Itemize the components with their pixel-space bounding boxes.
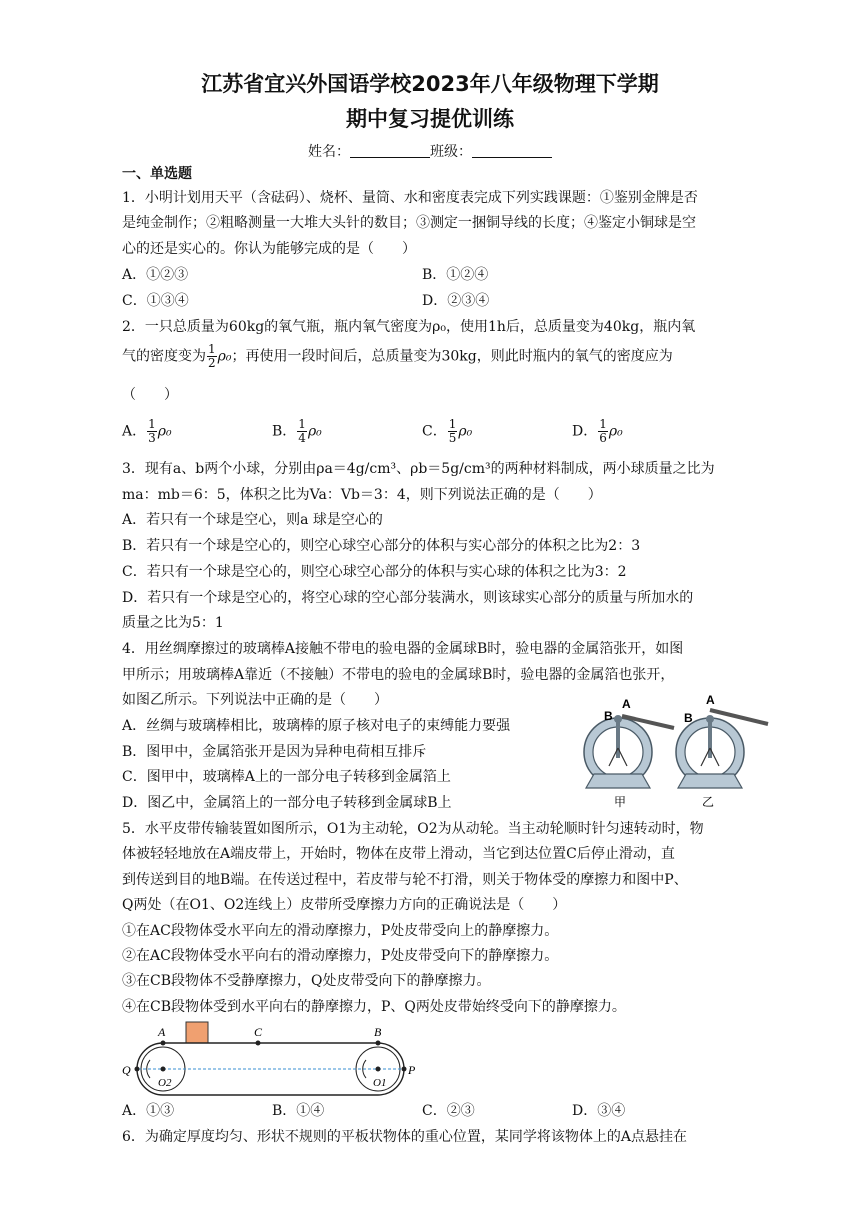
q1-line2: 是纯金制作；②粗略测量一大堆大头针的数目；③测定一捆铜导线的长度；④鉴定小铜球是空 (122, 215, 696, 231)
q1-option-c: C．①③④ (122, 293, 189, 309)
fraction-half: $\frac{1}{2}$ (208, 342, 216, 370)
q2-option-c: C． $\frac{1}{5}$ ρ₀ (422, 417, 473, 445)
q4-line1: 4．用丝绸摩擦过的玻璃棒A接触不带电的验电器的金属球B时，验电器的金属箔张开，如图 (122, 641, 684, 657)
q3-option-d-line2: 质量之比为5：1 (122, 615, 224, 631)
q4-option-a: A．丝绸与玻璃棒相比，玻璃棒的原子核对电子的束缚能力要强 (122, 718, 511, 734)
q3-option-d-line1: D．若只有一个球是空心的，将空心球的空心部分装满水，则该球实心部分的质量与所加水的 (122, 590, 694, 606)
class-label: 班级： (430, 144, 472, 160)
svg-text:A: A (158, 1025, 166, 1039)
q4-option-c: C．图甲中，玻璃棒A上的一部分电子转移到金属箔上 (122, 769, 451, 785)
q4-option-b: B．图甲中，金属箔张开是因为异种电荷相互排斥 (122, 744, 427, 760)
q2-line3: （ ） (122, 387, 178, 403)
q5-statement-1: ①在AC段物体受水平向左的滑动摩擦力，P处皮带受向上的静摩擦力。 (122, 923, 559, 939)
q2-line1: 2．一只总质量为60kg的氧气瓶，瓶内氧气密度为ρ₀，使用1h后，总质量变为40kg，瓶内氧 (122, 319, 696, 335)
conveyor-figure (116, 1018, 418, 1100)
q4-line3: 如图乙所示。下列说法中正确的是（ ） (122, 692, 388, 708)
q2-line2 (122, 343, 673, 370)
q2-option-a: A． $\frac{1}{3}$ ρ₀ (122, 417, 172, 445)
q5-option-c: C．②③ (422, 1103, 475, 1119)
svg-text:A: A (706, 693, 715, 707)
q4-option-d: D．图乙中，金属箔上的一部分电子转移到金属球B上 (122, 795, 452, 811)
q2-option-b: B． $\frac{1}{4}$ ρ₀ (272, 417, 322, 445)
q3-option-b: B．若只有一个球是空心的，则空心球空心部分的体积与实心部分的体积之比为2：3 (122, 538, 641, 554)
q3-option-a: A．若只有一个球是空心，则a 球是空心的 (122, 512, 383, 528)
name-label: 姓名： (308, 144, 350, 160)
q1-option-b: B．①②④ (422, 267, 489, 283)
electroscope-yi (676, 693, 768, 809)
q3-option-c: C．若只有一个球是空心的，则空心球空心部分的体积与实心球的体积之比为3：2 (122, 564, 627, 580)
svg-text:B: B (604, 709, 613, 723)
svg-text:B: B (374, 1025, 382, 1039)
svg-text:A: A (622, 697, 631, 711)
section-heading: 一、单选题 (122, 166, 192, 182)
q1-line3: 心的还是实心的。你认为能够完成的是（ ） (122, 241, 416, 257)
exam-title-line1: 江苏省宜兴外国语学校2023年八年级物理下学期 (201, 72, 659, 96)
svg-text:B: B (684, 711, 693, 725)
electroscope-jia (584, 697, 674, 809)
q5-option-d: D．③④ (572, 1103, 626, 1119)
q1-option-a: A．①②③ (122, 267, 189, 283)
q3-line1: 3．现有a、b两个小球，分别由ρa＝4g/cm³、ρb＝5g/cm³的两种材料制成，两小球质量之比为 (122, 461, 715, 477)
q3-line2: ma：mb＝6：5，体积之比为Va：Vb＝3：4，则下列说法正确的是（ ） (122, 487, 602, 503)
svg-text:O1: O1 (373, 1077, 387, 1089)
q2-line2-end: ；再使用一段时间后，总质量变为30kg，则此时瓶内的氧气的密度应为 (231, 348, 673, 365)
electroscope-figure (578, 692, 778, 810)
svg-text:Q: Q (122, 1063, 131, 1077)
svg-text:C: C (254, 1025, 263, 1039)
q5-statement-4: ④在CB段物体受到水平向右的静摩擦力，P、Q两处皮带始终受向下的静摩擦力。 (122, 999, 626, 1015)
q2-option-d: D． $\frac{1}{6}$ ρ₀ (572, 417, 623, 445)
exam-title-line2: 期中复习提优训练 (346, 107, 514, 131)
q5-option-a: A．①③ (122, 1103, 175, 1119)
q5-statement-3: ③在CB段物体不受静摩擦力，Q处皮带受向下的静摩擦力。 (122, 973, 491, 989)
q5-option-b: B．①④ (272, 1103, 325, 1119)
svg-text:P: P (408, 1063, 416, 1077)
q5-line2: 体被轻轻地放在A端皮带上，开始时，物体在皮带上滑动，当它到达位置C后停止滑动，直 (122, 846, 675, 862)
name-blank[interactable] (350, 143, 430, 158)
q6-line1: 6．为确定厚度均匀、形状不规则的平板状物体的重心位置，某同学将该物体上的A点悬挂在 (122, 1129, 688, 1145)
q2-line2-start: 气的密度变为 (122, 348, 206, 365)
svg-text:乙: 乙 (702, 795, 715, 809)
q5-statement-2: ②在AC段物体受水平向右的滑动摩擦力，P处皮带受向下的静摩擦力。 (122, 948, 559, 964)
q5-line3: 到传送到目的地B端。在传送过程中，若皮带与轮不打滑，则关于物体受的摩擦力和图中P、 (122, 872, 688, 888)
q1-line1: 1．小明计划用天平（含砝码）、烧杯、量筒、水和密度表完成下列实践课题：①鉴别金牌是否 (122, 190, 698, 206)
q1-option-d: D．②③④ (422, 293, 490, 309)
rho0-symbol: ρ₀ (217, 348, 232, 365)
q4-line2: 甲所示；用玻璃棒A靠近（不接触）不带电的验电的金属球B时，验电器的金属箔也张开， (122, 667, 675, 683)
q5-line4: Q两处（在O1、O2连线上）皮带所受摩擦力方向的正确说法是（ ） (122, 897, 567, 913)
svg-text:O2: O2 (158, 1077, 172, 1089)
q5-line1: 5．水平皮带传输装置如图所示，O1为主动轮，O2为从动轮。当主动轮顺时针匀速转动时，物 (122, 821, 704, 837)
class-blank[interactable] (472, 143, 552, 158)
student-info (0, 141, 860, 161)
svg-text:甲: 甲 (614, 795, 627, 809)
